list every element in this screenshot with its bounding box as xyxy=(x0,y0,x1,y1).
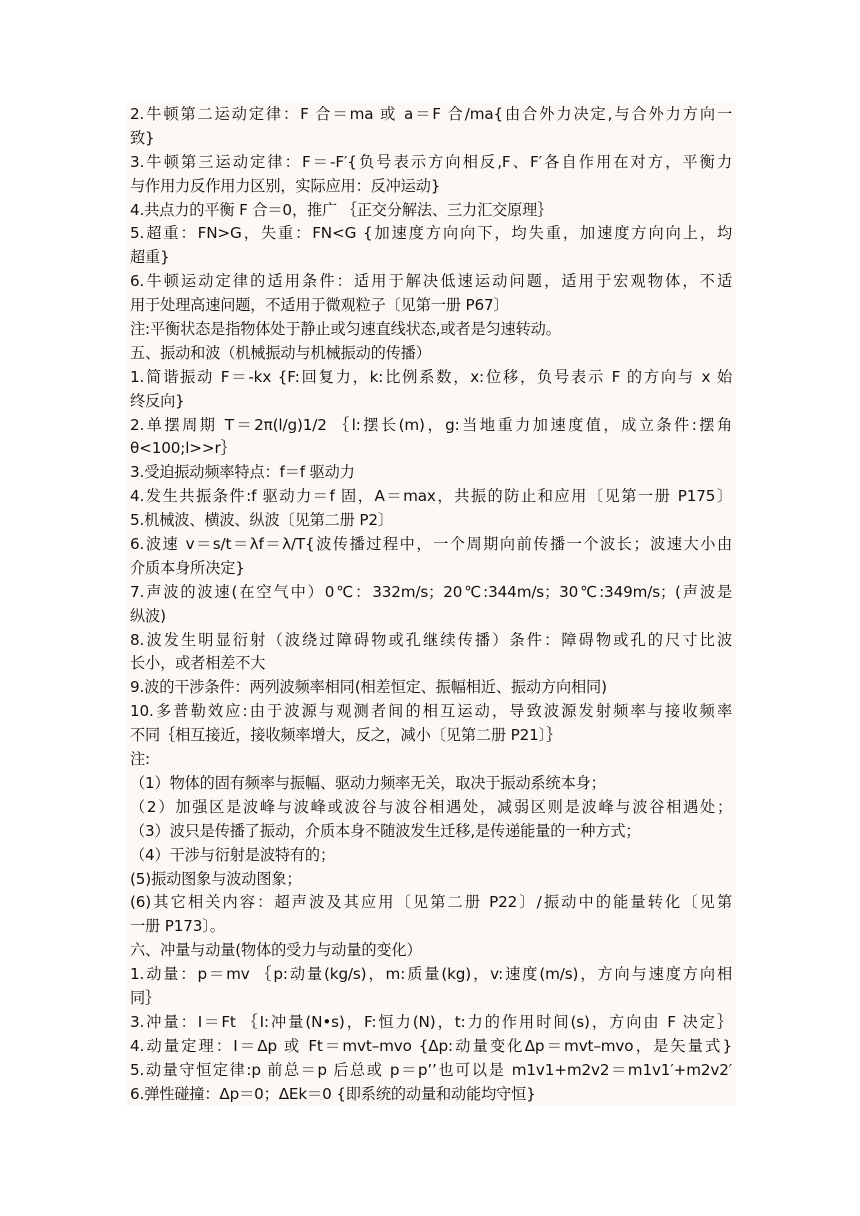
text-line: 4.共点力的平衡 F 合＝0，推广 ｛正交分解法、三力汇交原理｝ xyxy=(126,199,736,223)
text-line: 4.发生共振条件:f 驱动力＝f 固，A＝max，共振的防止和应用〔见第一册 P175〕 xyxy=(126,485,736,509)
text-line: 介质本身所决定} xyxy=(126,557,736,581)
text-line: 6.牛顿运动定律的适用条件：适用于解决低速运动问题，适用于宏观物体，不适 xyxy=(126,270,736,294)
text-line: 9.波的干涉条件：两列波频率相同(相差恒定、振幅相近、振动方向相同) xyxy=(126,676,736,700)
text-line: 一册 P173〕。 xyxy=(126,915,736,939)
text-line: 纵波) xyxy=(126,605,736,629)
text-line: 4.动量定理：I＝Δp 或 Ft＝mvt–mvo {Δp:动量变化Δp＝mvt–mvo，是矢量式} xyxy=(126,1035,736,1059)
text-line: 终反向} xyxy=(126,390,736,414)
text-line: 与作用力反作用力区别，实际应用：反冲运动} xyxy=(126,175,736,199)
text-line: 7.声波的波速(在空气中）0℃：332m/s；20℃:344m/s；30℃:349m/s；(声波是 xyxy=(126,581,736,605)
text-line: 8.波发生明显衍射（波绕过障碍物或孔继续传播）条件：障碍物或孔的尺寸比波 xyxy=(126,629,736,653)
text-line: （4）干涉与衍射是波特有的； xyxy=(126,844,736,868)
text-line: 不同｛相互接近，接收频率增大，反之，减小〔见第二册 P21〕｝ xyxy=(126,724,736,748)
text-line: （3）波只是传播了振动，介质本身不随波发生迁移,是传递能量的一种方式； xyxy=(126,820,736,844)
text-line: （1）物体的固有频率与振幅、驱动力频率无关，取决于振动系统本身； xyxy=(126,772,736,796)
text-line: 3.牛顿第三运动定律：F＝-F′{负号表示方向相反,F、F′各自作用在对方，平衡力 xyxy=(126,151,736,175)
text-line: 五、振动和波（机械振动与机械振动的传播） xyxy=(126,342,736,366)
text-line: （2）加强区是波峰与波峰或波谷与波谷相遇处，减弱区则是波峰与波谷相遇处； xyxy=(126,796,736,820)
text-line: (5)振动图象与波动图象； xyxy=(126,868,736,892)
text-line: 1.动量：p＝mv ｛p:动量(kg/s)，m:质量(kg)，v:速度(m/s)，方向与速度方向相 xyxy=(126,963,736,987)
text-line: 长小，或者相差不大 xyxy=(126,652,736,676)
text-line: 5.机械波、横波、纵波〔见第二册 P2〕 xyxy=(126,509,736,533)
text-line: 10.多普勒效应:由于波源与观测者间的相互运动，导致波源发射频率与接收频率 xyxy=(126,700,736,724)
text-line: 同｝ xyxy=(126,987,736,1011)
text-line: 2.牛顿第二运动定律：F 合＝ma 或 a＝F 合/ma{由合外力决定,与合外力方向一 xyxy=(126,103,736,127)
text-line: 1.简谐振动 F＝-kx {F:回复力，k:比例系数，x:位移，负号表示 F 的方向与 x 始 xyxy=(126,366,736,390)
text-line: 致} xyxy=(126,127,736,151)
text-line: (6)其它相关内容：超声波及其应用〔见第二册 P22〕/振动中的能量转化〔见第 xyxy=(126,891,736,915)
text-line: 注: xyxy=(126,748,736,772)
text-line: 注:平衡状态是指物体处于静止或匀速直线状态,或者是匀速转动。 xyxy=(126,318,736,342)
text-line: 6.弹性碰撞：Δp＝0；ΔEk＝0 {即系统的动量和动能均守恒} xyxy=(126,1083,736,1107)
text-line: 六、冲量与动量(物体的受力与动量的变化） xyxy=(126,939,736,963)
text-line: 3.受迫振动频率特点：f＝f 驱动力 xyxy=(126,461,736,485)
text-line: 5.动量守恒定律:p 前总＝p 后总或 p＝p’’也可以是 m1v1+m2v2＝m1v1′+m2v2′ xyxy=(126,1059,736,1083)
text-line: θ<100;l>>r｝ xyxy=(126,437,736,461)
text-line: 2.单摆周期 T＝2π(l/g)1/2 ｛l:摆长(m)，g:当地重力加速度值，成立条件:摆角 xyxy=(126,414,736,438)
text-line: 6.波速 v＝s/t＝λf＝λ/T{波传播过程中，一个周期向前传播一个波长；波速大小由 xyxy=(126,533,736,557)
document-body xyxy=(126,103,736,1106)
text-line: 3.冲量：I＝Ft ｛I:冲量(N•s)，F:恒力(N)，t:力的作用时间(s)，方向由 F 决定｝ xyxy=(126,1011,736,1035)
text-line: 用于处理高速问题，不适用于微观粒子〔见第一册 P67〕 xyxy=(126,294,736,318)
text-line: 超重} xyxy=(126,246,736,270)
text-line: 5.超重：FN>G，失重：FN<G {加速度方向向下，均失重，加速度方向向上，均 xyxy=(126,222,736,246)
